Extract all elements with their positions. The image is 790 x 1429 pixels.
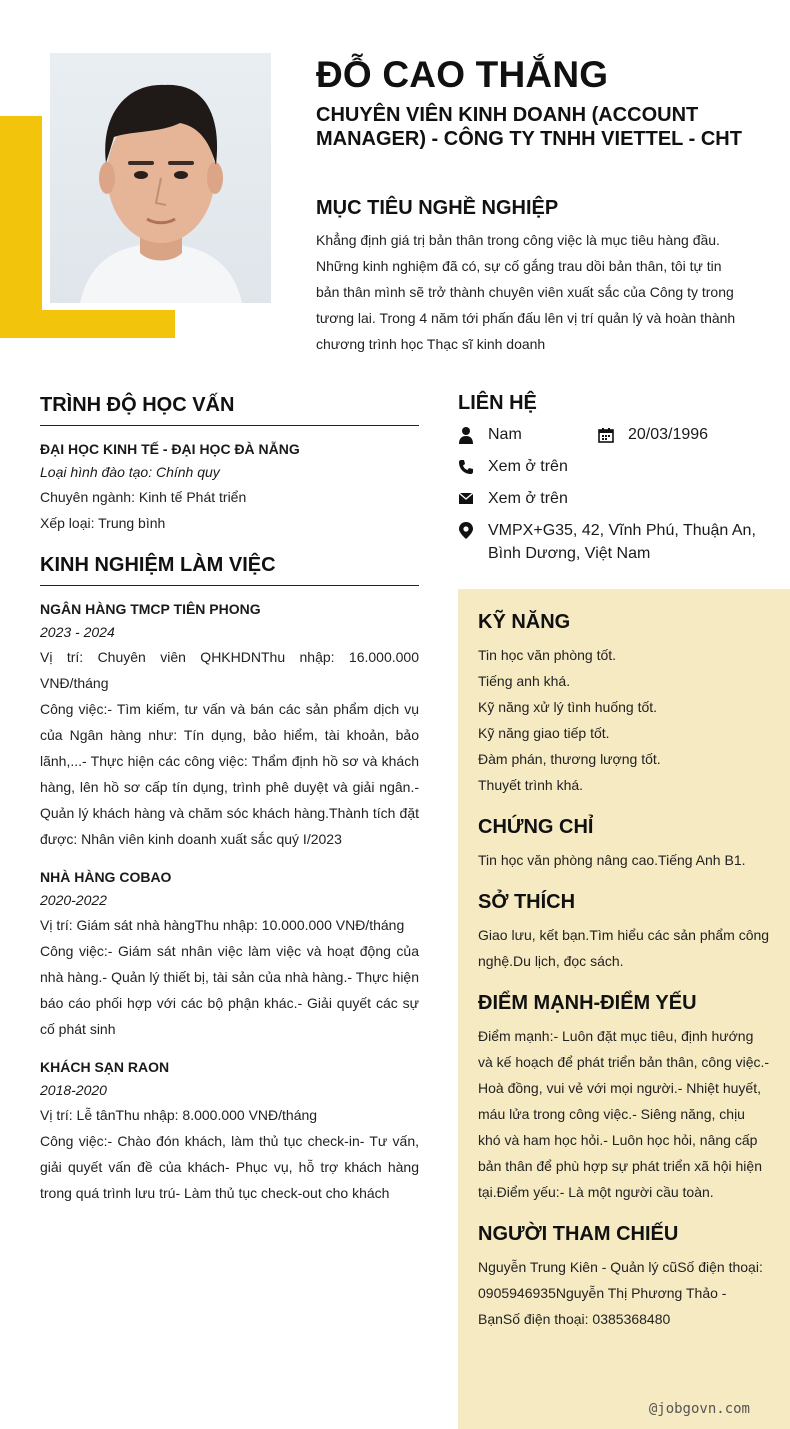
certificates-title: CHỨNG CHỈ [478,816,594,838]
hobbies-title: SỞ THÍCH [478,891,576,913]
experience-item [40,1056,419,1206]
references-section [478,1223,770,1332]
hobbies-text: Giao lưu, kết bạn.Tìm hiểu các sản phẩm công nghệ.Du lịch, đọc sách. [478,927,770,969]
skill-item: Kỹ năng giao tiếp tốt. [478,725,610,741]
person-icon [458,423,488,446]
contact-birthday-value: 20/03/1996 [628,426,709,443]
contact-email [458,487,768,510]
skill-item: Tin học văn phòng tốt. [478,647,617,663]
strengths-text: Điểm mạnh:- Luôn đặt mục tiêu, định hướng và kế hoạch để phát triển bản thân, công việc.- Hoà đồng, vui vẻ với mọi người.- Nhiệt huyết, máu lửa trong công việc.- Siêng năng, chịu khó và ham học hỏi.- Luôn học hỏi, nâng cấp bản thân để phù hợp sự phát triển xã hội hiện tại.Điểm yếu:- Là một người cầu toàn. [478,1028,770,1200]
experience-org: NGÂN HÀNG TMCP TIÊN PHONG [40,601,261,617]
education-title: TRÌNH ĐỘ HỌC VẤN [40,394,419,426]
experience-section [40,554,419,1206]
job-title: CHUYÊN VIÊN KINH DOANH (ACCOUNT MANAGER) - CÔNG TY TNHH VIETTEL - CHT [316,104,742,150]
objective-title: MỤC TIÊU NGHỀ NGHIỆP [316,197,559,219]
contact-birthday [598,423,738,446]
certificates-text: Tin học văn phòng nâng cao.Tiếng Anh B1. [478,852,746,868]
contact-email-value: Xem ở trên [488,490,568,507]
phone-icon [458,455,488,478]
objective-text: Khẳng định giá trị bản thân trong công việc là mục tiêu hàng đầu. Những kinh nghiệm đã có, sự cố gắng trau dồi bản thân, tôi tự tin bản thân mình sẽ trở thành chuyên viên xuất sắc của Công ty trong tương lai. Trong 4 năm tới phấn đấu lên vị trí quản lý và hoàn thành chương trình học Thạc sĩ kinh doanh [316,232,736,352]
mail-icon [458,487,488,510]
references-title: NGƯỜI THAM CHIẾU [478,1223,679,1245]
experience-item [40,866,419,1042]
experience-duties: Công việc:- Tìm kiếm, tư vấn và bán các sản phẩm dịch vụ của Ngân hàng như: Tín dụng, bảo hiểm, tài khoản, bảo lãnh,...- Thực hiện các công việc: Thẩm định hồ sơ và khách hàng, lên hồ sơ cấp tín dụng, trình phê duyệt và giải ngân.- Quản lý khách hàng và chăm sóc khách hàng.Thành tích đặt được: Nhân viên kinh doanh xuất sắc quý I/2023 [40,701,419,847]
experience-org: NHÀ HÀNG COBAO [40,869,172,885]
accent-bar-horizontal [0,310,175,338]
contact-gender-value: Nam [488,426,522,443]
experience-position: Vị trí: Giám sát nhà hàngThu nhập: 10.000.000 VNĐ/tháng [40,917,405,933]
skills-title: KỸ NĂNG [478,611,571,633]
watermark: @jobgovn.com [648,1401,750,1417]
location-icon [458,519,488,542]
contact-title: LIÊN HỆ [458,392,537,414]
experience-org: KHÁCH SẠN RAON [40,1059,170,1075]
skill-item: Tiếng anh khá. [478,673,571,689]
skill-item: Thuyết trình khá. [478,777,584,793]
accent-bar-vertical [0,116,42,338]
candidate-name: ĐỖ CAO THẮNG [316,54,609,95]
experience-item [40,598,419,852]
education-section [40,394,419,536]
right-panel [458,589,790,1429]
contact-phone-value: Xem ở trên [488,458,568,475]
experience-period: 2018-2020 [40,1082,107,1098]
references-text: Nguyễn Trung Kiên - Quản lý cũSố điện thoại: 0905946935Nguyễn Thị Phương Thảo - BạnSố điện thoại: 0385368480 [478,1259,763,1327]
contact-address [458,519,768,565]
certificates-section [478,816,770,873]
profile-photo [50,53,271,303]
contact-row-gender-birthday [458,423,768,446]
experience-duties: Công việc:- Giám sát nhân việc làm việc và hoạt động của nhà hàng.- Quản lý thiết bị, tài sản của nhà hàng.- Thực hiện báo cáo phối hợp với các bộ phận khác.- Giải quyết các sự cố phát sinh [40,943,419,1037]
contact-phone [458,455,768,478]
contact-section [458,392,768,574]
education-major: Chuyên ngành: Kinh tế Phát triển [40,489,247,505]
experience-period: 2020-2022 [40,892,107,908]
skill-item: Kỹ năng xử lý tình huống tốt. [478,699,658,715]
experience-position: Vị trí: Chuyên viên QHKHDNThu nhập: 16.000.000 VNĐ/tháng [40,649,419,691]
strengths-title: ĐIỂM MẠNH-ĐIỂM YẾU [478,992,697,1014]
skills-section [478,611,770,798]
experience-duties: Công việc:- Chào đón khách, làm thủ tục check-in- Tư vấn, giải quyết vấn đề của khách- Phục vụ, hỗ trợ khách hàng trong quá trình lưu trú- Làm thủ tục check-out cho khách [40,1133,419,1201]
skill-item: Đàm phán, thương lượng tốt. [478,751,661,767]
left-column [40,394,419,1220]
contact-gender [458,423,598,446]
strengths-section [478,992,770,1205]
calendar-icon [598,423,628,446]
education-school: ĐẠI HỌC KINH TẾ - ĐẠI HỌC ĐÀ NẴNG [40,441,300,457]
contact-address-value: VMPX+G35, 42, Vĩnh Phú, Thuận An, Bình Dương, Việt Nam [488,522,756,562]
experience-position: Vị trí: Lễ tânThu nhập: 8.000.000 VNĐ/tháng [40,1107,318,1123]
experience-period: 2023 - 2024 [40,624,115,640]
hobbies-section [478,891,770,974]
experience-title: KINH NGHIỆM LÀM VIỆC [40,554,419,586]
education-type: Loại hình đào tạo: Chính quy [40,464,220,480]
education-grade: Xếp loại: Trung bình [40,515,166,531]
